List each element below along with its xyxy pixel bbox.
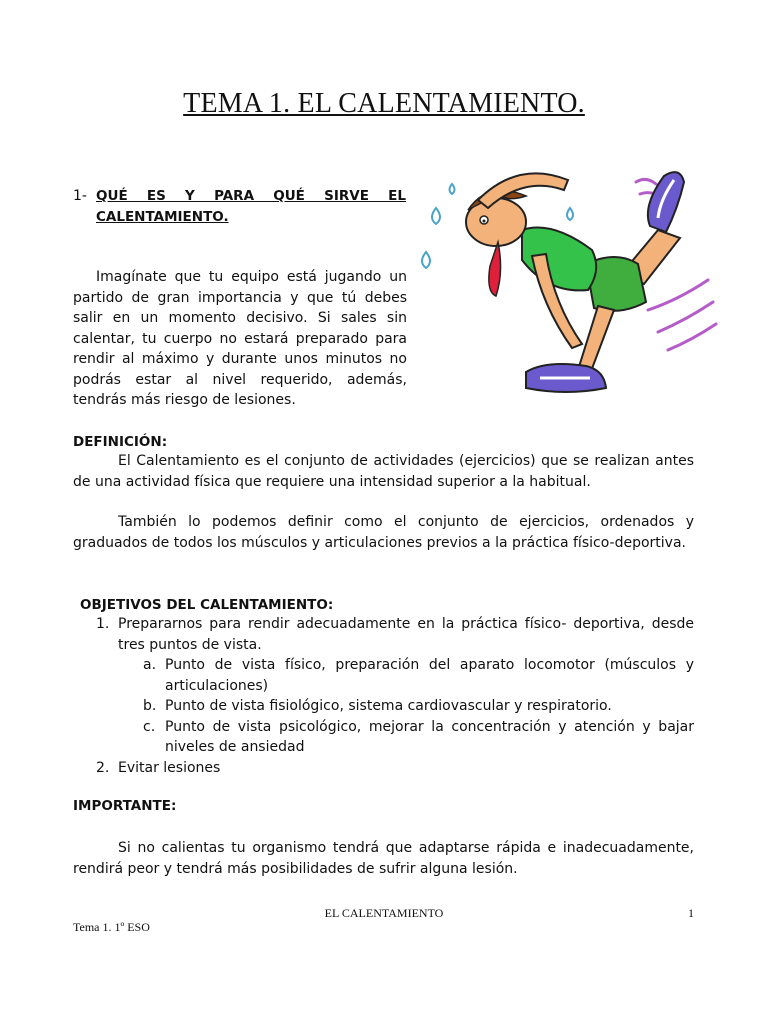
definition-paragraph-1: El Calentamiento es el conjunto de actividades (ejercicios) que se realizan antes de una actividad física que requiere una intensidad superior a la habitual.: [73, 453, 694, 490]
definition-label: DEFINICIÓN:: [73, 434, 168, 450]
subitem-text: Punto de vista fisiológico, sistema cardiovascular y respiratorio.: [165, 698, 612, 714]
objectives-label: OBJETIVOS DEL CALENTAMIENTO:: [80, 597, 334, 613]
objective-text: Prepararnos para rendir adecuadamente en la práctica físico- deportiva, desde tres puntos de vista.: [118, 616, 694, 653]
objective-item: [73, 614, 694, 655]
footer-title: EL CALENTAMIENTO: [324, 906, 444, 920]
objective-number: 2.: [96, 759, 110, 776]
page-title: TEMA 1. EL CALENTAMIENTO.: [183, 88, 585, 119]
subitem-letter: b.: [143, 698, 157, 714]
section-heading: QUÉ ES Y PARA QUÉ SIRVE EL CALENTAMIENTO.: [96, 188, 406, 225]
tongue: [489, 242, 501, 296]
objective-subitem: [73, 655, 694, 696]
forehead-arm: [478, 173, 568, 208]
objective-subitem: [73, 717, 694, 758]
footer-page-number: 1: [688, 906, 694, 920]
subitem-letter: a.: [143, 657, 157, 673]
subitem-text: Punto de vista físico, preparación del aparato locomotor (músculos y articulaciones): [165, 657, 694, 694]
objective-item: [73, 758, 694, 779]
objective-text: Evitar lesiones: [118, 759, 221, 776]
important-label: IMPORTANTE:: [73, 798, 177, 814]
objective-subitem: [73, 696, 694, 717]
objectives-list: [73, 614, 694, 778]
standing-leg: [578, 306, 614, 374]
subitem-letter: c.: [143, 718, 156, 735]
objective-number: 1.: [96, 616, 110, 632]
important-paragraph: Si no calientas tu organismo tendrá que adaptarse rápida e inadecuadamente, rendirá peor y tendrá más posibilidades de sufrir alguna lesión.: [73, 840, 694, 877]
subitem-text: Punto de vista psicológico, mejorar la concentración y atención y bajar niveles de ansiedad: [165, 718, 694, 755]
footer-course: Tema 1. 1º ESO: [73, 920, 150, 934]
runner-illustration: [418, 160, 718, 400]
section-number: 1-: [73, 188, 87, 204]
intro-paragraph: Imagínate que tu equipo está jugando un partido de gran importancia y que tú debes salir en un momento decisivo. Si sales sin calentar, tu cuerpo no estará preparado para rendir al máximo y durante unos minutos no podrás estar al nivel requerido, además, tendrás más riesgo de lesiones.: [73, 269, 407, 408]
definition-paragraph-2: También lo podemos definir como el conjunto de ejercicios, ordenados y graduados de todos los músculos y articulaciones previos a la práctica físico-deportiva.: [73, 514, 694, 551]
